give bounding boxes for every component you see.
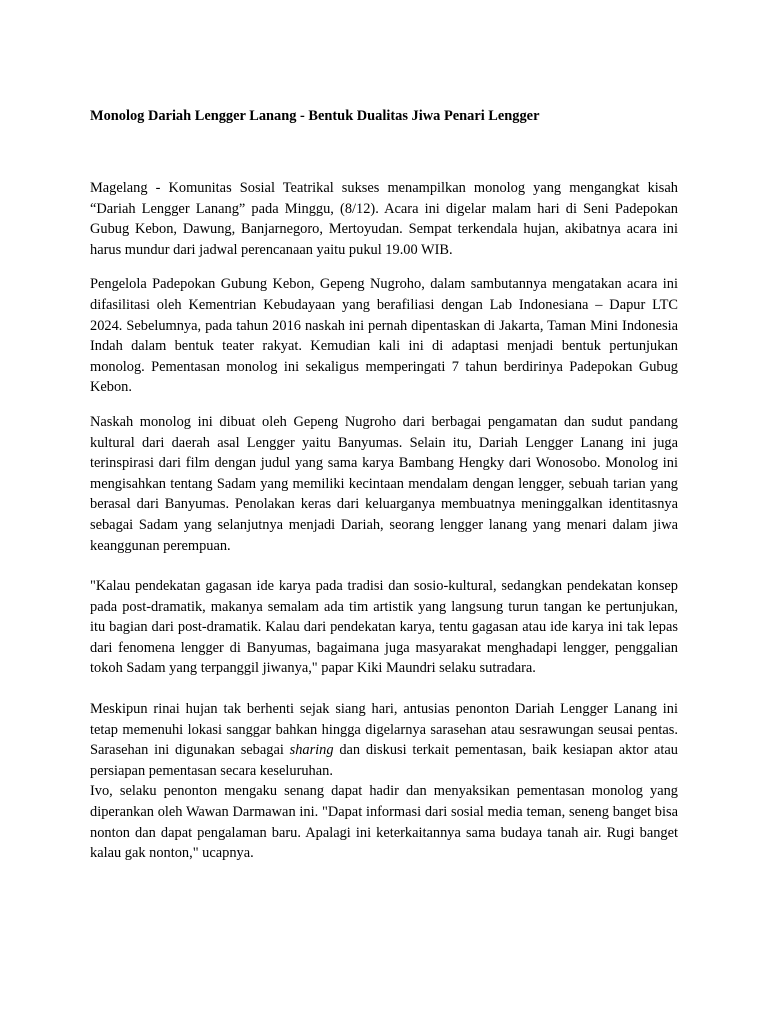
article-title: Monolog Dariah Lengger Lanang - Bentuk Dualitas Jiwa Penari Lengger [90,108,540,124]
paragraph-5-part-2: dan diskusi terkait pementasan, baik kesiapan aktor atau persiapan pementasan secara keseluruhan. [90,742,678,779]
paragraph-4-quote: "Kalau pendekatan gagasan ide karya pada tradisi dan sosio-kultural, sedangkan pendekatan konsep pada post-dramatik, makanya semalam ada tim artistik yang langsung turun tangan ke pertunjukan, itu bagian dari post-dramatik. Kalau dari pendekatan karya, tentu gagasan atau ide karya ini tak lepas dari fenomena lengger di Banyumas, bagaimana juga masyarakat menghadapi lengger, penggalian tokoh Sadam yang terpanggil jiwanya," papar Kiki Maundri selaku sutradara. [90,578,678,677]
paragraph-5-emphasis: sharing [289,742,334,759]
paragraph-3: Naskah monolog ini dibuat oleh Gepeng Nugroho dari berbagai pengamatan dan sudut pandang kultural dari daerah asal Lengger yaitu Banyumas. Selain itu, Dariah Lengger Lanang ini juga terinspirasi dari film dengan judul yang sama karya Bambang Hengky dari Wonosobo. Monolog ini mengisahkan tentang Sadam yang memiliki kecintaan mendalam dengan lengger, sebuah tarian yang berasal dari Banyumas. Penolakan keras dari keluarganya membuatnya meninggalkan identitasnya sebagai Sadam yang selanjutnya menjadi Dariah, seorang lengger lanang yang menari dalam jiwa keanggunan perempuan. [90,413,678,554]
paragraph-5 [90,699,678,781]
paragraph-6: Ivo, selaku penonton mengaku senang dapat hadir dan menyaksikan pementasan monolog yang diperankan oleh Wawan Darmawan ini. "Dapat informasi dari sosial media teman, seneng banget bisa nonton dan dapat pengalaman baru. Apalagi ini keterkaitannya sama budaya tanah air. Rugi banget kalau gak nonton," ucapnya. [90,783,678,862]
paragraph-1: Magelang - Komunitas Sosial Teatrikal sukses menampilkan monolog yang mengangkat kisah “Dariah Lengger Lanang” pada Minggu, (8/12). Acara ini digelar malam hari di Seni Padepokan Gubug Kebon, Dawung, Banjarnegoro, Mertoyudan. Sempat terkendala hujan, akibatnya acara ini harus mundur dari jadwal perencanaan yaitu pukul 19.00 WIB. [90,180,678,258]
paragraph-5-part-1: Meskipun rinai hujan tak berhenti sejak siang hari, antusias penonton Dariah Lengger Lanang ini tetap memenuhi lokasi sanggar bahkan hingga digelarnya sarasehan atau sesrawungan seusai pentas. Sarasehan ini digunakan sebagai [90,701,678,759]
paragraph-2: Pengelola Padepokan Gubung Kebon, Gepeng Nugroho, dalam sambutannya mengatakan acara ini difasilitasi oleh Kementrian Kebudayaan yang berafiliasi dengan Lab Indonesiana – Dapur LTC 2024. Sebelumnya, pada tahun 2016 naskah ini pernah dipentaskan di Jakarta, Taman Mini Indonesia Indah dalam bentuk teater rakyat. Kemudian kali ini di adaptasi menjadi bentuk pertunjukan monolog. Pementasan monolog ini sekaligus memperingati 7 tahun berdirinya Padepokan Gubug Kebon. [90,276,678,396]
